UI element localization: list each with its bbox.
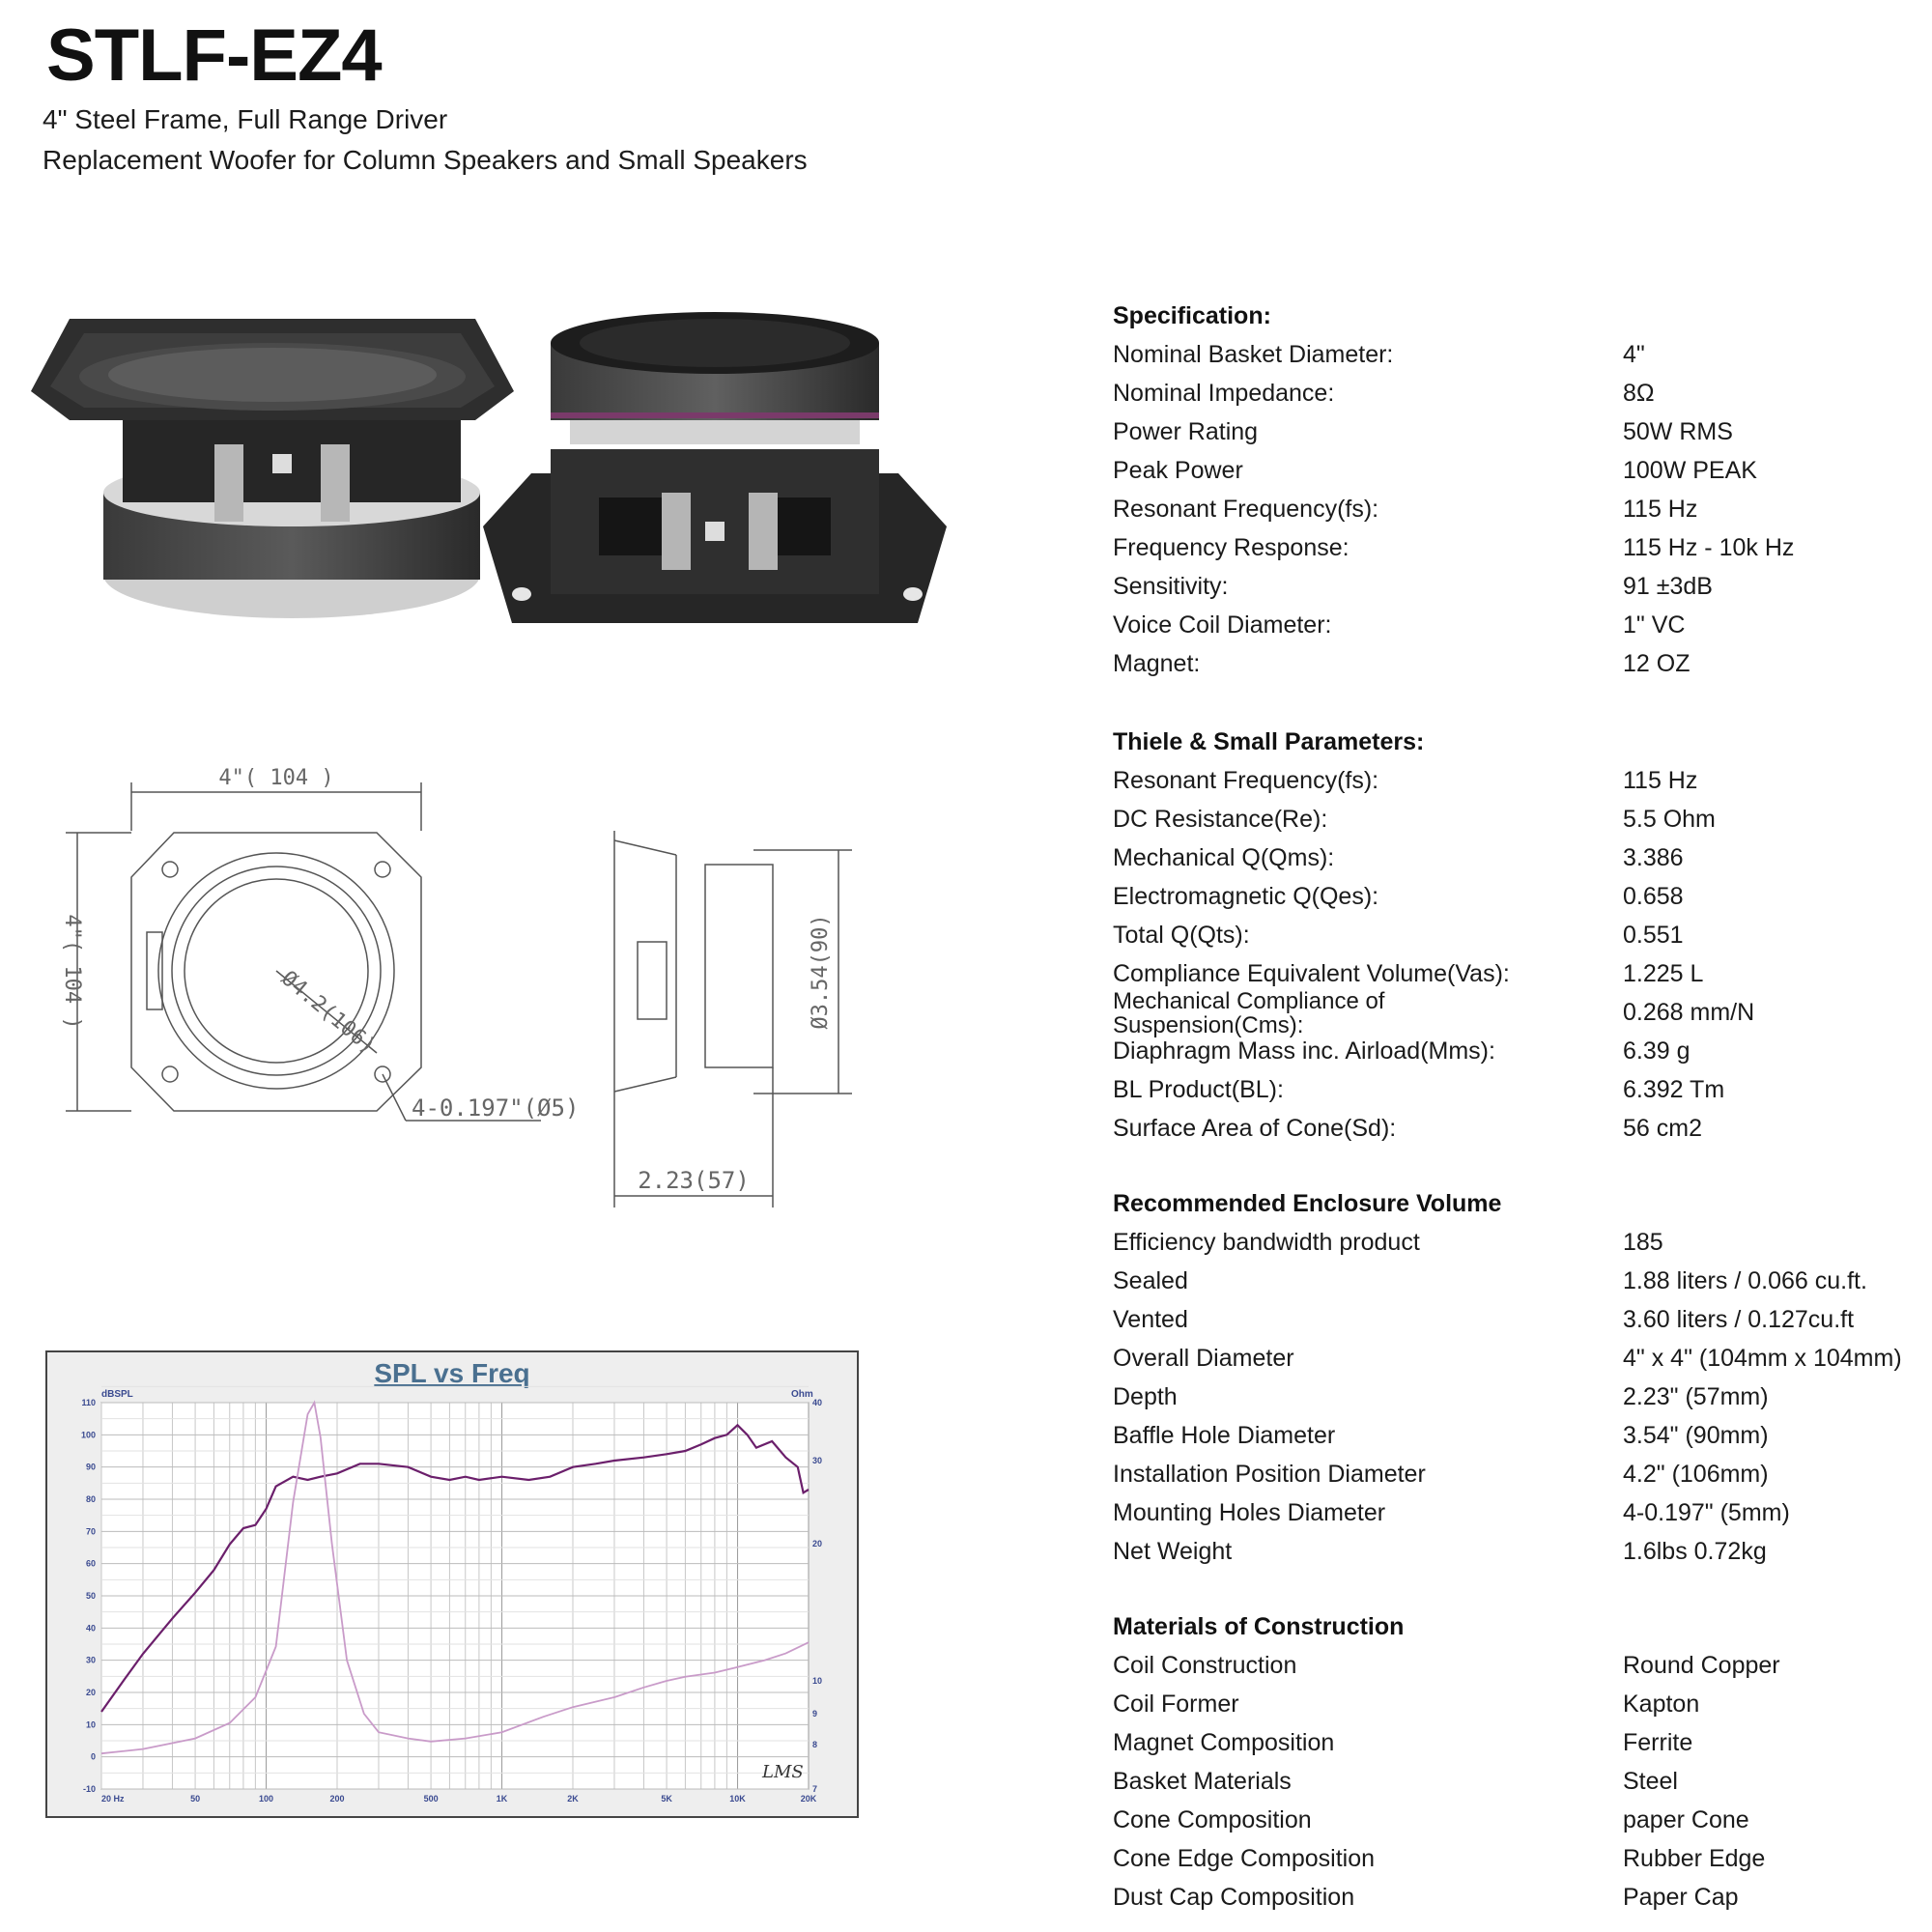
spec-row bbox=[1113, 644, 1915, 683]
material-row bbox=[1113, 1801, 1915, 1839]
ts-param-value: 1.225 L bbox=[1623, 960, 1704, 987]
ts-param-value: 0.551 bbox=[1623, 922, 1684, 949]
speaker-photo-rear bbox=[473, 304, 956, 652]
drawing-front-view bbox=[58, 763, 599, 1169]
y-tick-label: -10 bbox=[82, 1784, 96, 1794]
ts-param-value: 3.386 bbox=[1623, 844, 1684, 871]
spec-row bbox=[1113, 606, 1915, 644]
product-subtitle-use: Replacement Woofer for Column Speakers and Small Speakers bbox=[43, 145, 808, 175]
y-tick-label: 70 bbox=[85, 1526, 96, 1537]
ts-param-label: BL Product(BL): bbox=[1113, 1076, 1284, 1103]
x-tick-label: 50 bbox=[190, 1794, 201, 1804]
spec-value: 115 Hz bbox=[1623, 496, 1698, 523]
spec-value: 50W RMS bbox=[1623, 418, 1733, 445]
enclosure-value: 1.88 liters / 0.066 cu.ft. bbox=[1623, 1267, 1867, 1294]
x-tick-label: 20 Hz bbox=[101, 1794, 125, 1804]
ts-param-row bbox=[1113, 1032, 1915, 1070]
spec-value: 12 OZ bbox=[1623, 650, 1690, 677]
x-tick-label: 5K bbox=[661, 1794, 672, 1804]
ts-param-row bbox=[1113, 954, 1915, 993]
y2-tick-label: 40 bbox=[812, 1398, 823, 1407]
spec-value: 4" bbox=[1623, 341, 1645, 368]
drawing-width-label: 4"( 104 ) bbox=[218, 766, 334, 790]
ts-param-row bbox=[1113, 761, 1915, 800]
y-tick-label: 80 bbox=[85, 1494, 96, 1504]
enclosure-row bbox=[1113, 1300, 1915, 1339]
material-value: Kapton bbox=[1623, 1690, 1700, 1718]
product-subtitle-frame: 4" Steel Frame, Full Range Driver bbox=[43, 104, 448, 134]
enclosure-value: 4-0.197" (5mm) bbox=[1623, 1499, 1790, 1526]
y2-tick-label: 8 bbox=[812, 1740, 818, 1749]
x-tick-label: 200 bbox=[329, 1794, 345, 1804]
drawing-height-label: 4"( 104 ) bbox=[60, 914, 84, 1030]
thiele-small-section bbox=[1113, 723, 1915, 1148]
spec-label: Resonant Frequency(fs): bbox=[1113, 496, 1379, 523]
drawing-depth-label: 2.23(57) bbox=[638, 1167, 750, 1194]
x-tick-label: 20K bbox=[800, 1794, 817, 1804]
ts-param-label: Mechanical Q(Qms): bbox=[1113, 844, 1335, 871]
enclosure-value: 185 bbox=[1623, 1229, 1663, 1256]
material-row bbox=[1113, 1723, 1915, 1762]
drawing-holes-label: 4-0.197"(Ø5) bbox=[412, 1094, 580, 1122]
material-label: Basket Materials bbox=[1113, 1768, 1292, 1795]
material-row bbox=[1113, 1878, 1915, 1917]
ts-param-row bbox=[1113, 988, 1915, 1038]
ts-param-value: 5.5 Ohm bbox=[1623, 806, 1716, 833]
spec-value: 8Ω bbox=[1623, 380, 1655, 407]
spec-label: Nominal Basket Diameter: bbox=[1113, 341, 1394, 368]
y-tick-label: 0 bbox=[90, 1751, 96, 1762]
ts-param-row bbox=[1113, 838, 1915, 877]
speaker-photo-side bbox=[12, 299, 533, 647]
material-value: Steel bbox=[1623, 1768, 1678, 1795]
ts-param-label: Diaphragm Mass inc. Airload(Mms): bbox=[1113, 1037, 1495, 1065]
ts-param-label: Total Q(Qts): bbox=[1113, 922, 1250, 949]
product-title: STLF-EZ4 bbox=[46, 14, 382, 97]
enclosure-label: Net Weight bbox=[1113, 1538, 1233, 1565]
enclosure-row bbox=[1113, 1532, 1915, 1571]
enclosure-row bbox=[1113, 1378, 1915, 1416]
enclosure-value: 3.54" (90mm) bbox=[1623, 1422, 1769, 1449]
material-value: Ferrite bbox=[1623, 1729, 1693, 1756]
ts-param-value: 0.268 mm/N bbox=[1623, 999, 1755, 1026]
y-tick-label: 60 bbox=[85, 1558, 96, 1569]
enclosure-row bbox=[1113, 1416, 1915, 1455]
enclosure-row bbox=[1113, 1493, 1915, 1532]
y-tick-label: 100 bbox=[80, 1430, 96, 1440]
enclosure-section bbox=[1113, 1184, 1915, 1571]
enclosure-label: Efficiency bandwidth product bbox=[1113, 1229, 1420, 1256]
material-value: paper Cone bbox=[1623, 1806, 1749, 1833]
spec-row bbox=[1113, 374, 1915, 412]
y-tick-label: 50 bbox=[85, 1591, 96, 1601]
ts-param-row bbox=[1113, 916, 1915, 954]
enclosure-row bbox=[1113, 1223, 1915, 1262]
ts-param-row bbox=[1113, 1109, 1915, 1148]
ts-param-value: 56 cm2 bbox=[1623, 1115, 1702, 1142]
spec-row bbox=[1113, 412, 1915, 451]
material-value: Paper Cap bbox=[1623, 1884, 1739, 1911]
material-value: Rubber Edge bbox=[1623, 1845, 1766, 1872]
material-label: Coil Former bbox=[1113, 1690, 1239, 1718]
enclosure-row bbox=[1113, 1339, 1915, 1378]
enclosure-label: Installation Position Diameter bbox=[1113, 1461, 1426, 1488]
spec-label: Voice Coil Diameter: bbox=[1113, 611, 1332, 639]
spec-value: 91 ±3dB bbox=[1623, 573, 1713, 600]
material-row bbox=[1113, 1839, 1915, 1878]
material-row bbox=[1113, 1646, 1915, 1685]
drawing-baffle-label: Ø3.54(90) bbox=[809, 914, 833, 1030]
y-tick-label: 110 bbox=[81, 1398, 96, 1407]
materials-section bbox=[1113, 1607, 1915, 1917]
y2-tick-label: 9 bbox=[812, 1709, 818, 1719]
specification-section bbox=[1113, 297, 1915, 683]
spec-row bbox=[1113, 451, 1915, 490]
enclosure-value: 4" x 4" (104mm x 104mm) bbox=[1623, 1345, 1902, 1372]
enclosure-row bbox=[1113, 1262, 1915, 1300]
materials-heading: Materials of Construction bbox=[1113, 1613, 1405, 1640]
chart-plot bbox=[47, 1352, 857, 1816]
spec-value: 115 Hz - 10k Hz bbox=[1623, 534, 1795, 561]
ts-param-value: 0.658 bbox=[1623, 883, 1684, 910]
y2-tick-label: 30 bbox=[812, 1456, 823, 1465]
y2-tick-label: 20 bbox=[812, 1539, 823, 1548]
enclosure-label: Vented bbox=[1113, 1306, 1188, 1333]
enclosure-value: 3.60 liters / 0.127cu.ft bbox=[1623, 1306, 1855, 1333]
x-tick-label: 1K bbox=[496, 1794, 508, 1804]
lms-watermark: LMS bbox=[762, 1762, 804, 1782]
spec-label: Peak Power bbox=[1113, 457, 1243, 484]
enclosure-label: Depth bbox=[1113, 1383, 1178, 1410]
thiele-small-heading: Thiele & Small Parameters: bbox=[1113, 728, 1425, 755]
enclosure-heading: Recommended Enclosure Volume bbox=[1113, 1190, 1502, 1217]
ts-param-value: 115 Hz bbox=[1623, 767, 1698, 794]
enclosure-label: Overall Diameter bbox=[1113, 1345, 1294, 1372]
ts-param-row bbox=[1113, 877, 1915, 916]
ts-param-label: Mechanical Compliance of Suspension(Cms): bbox=[1113, 988, 1385, 1038]
spec-row bbox=[1113, 567, 1915, 606]
material-row bbox=[1113, 1685, 1915, 1723]
specification-heading: Specification: bbox=[1113, 302, 1271, 329]
spec-value: 100W PEAK bbox=[1623, 457, 1757, 484]
enclosure-label: Sealed bbox=[1113, 1267, 1188, 1294]
enclosure-label: Baffle Hole Diameter bbox=[1113, 1422, 1336, 1449]
spec-row bbox=[1113, 490, 1915, 528]
enclosure-label: Mounting Holes Diameter bbox=[1113, 1499, 1386, 1526]
enclosure-value: 1.6lbs 0.72kg bbox=[1623, 1538, 1767, 1565]
material-label: Magnet Composition bbox=[1113, 1729, 1335, 1756]
spec-label: Power Rating bbox=[1113, 418, 1259, 445]
x-tick-label: 10K bbox=[729, 1794, 746, 1804]
spec-label: Sensitivity: bbox=[1113, 573, 1229, 600]
material-label: Coil Construction bbox=[1113, 1652, 1297, 1679]
y2-tick-label: 10 bbox=[812, 1676, 823, 1686]
x-tick-label: 2K bbox=[567, 1794, 579, 1804]
chart-title: SPL vs Freq bbox=[374, 1358, 530, 1388]
spec-label: Magnet: bbox=[1113, 650, 1201, 677]
drawing-side-view bbox=[599, 811, 869, 1217]
material-label: Cone Composition bbox=[1113, 1806, 1312, 1833]
y-tick-label: 90 bbox=[85, 1462, 96, 1472]
y-tick-label: 30 bbox=[85, 1655, 96, 1665]
ts-param-value: 6.39 g bbox=[1623, 1037, 1690, 1065]
spec-label: Nominal Impedance: bbox=[1113, 380, 1335, 407]
y-tick-label: 40 bbox=[85, 1623, 96, 1634]
y-tick-label: 10 bbox=[85, 1719, 96, 1730]
ts-param-label: Resonant Frequency(fs): bbox=[1113, 767, 1379, 794]
spec-value: 1" VC bbox=[1623, 611, 1686, 639]
spec-row bbox=[1113, 528, 1915, 567]
right-axis-unit: Ohm bbox=[791, 1389, 813, 1400]
material-label: Dust Cap Composition bbox=[1113, 1884, 1355, 1911]
ts-param-label: Electromagnetic Q(Qes): bbox=[1113, 883, 1379, 910]
y-tick-label: 20 bbox=[85, 1688, 96, 1697]
enclosure-row bbox=[1113, 1455, 1915, 1493]
y2-tick-label: 7 bbox=[812, 1784, 818, 1794]
spl-frequency-chart bbox=[45, 1350, 859, 1818]
enclosure-value: 4.2" (106mm) bbox=[1623, 1461, 1769, 1488]
material-label: Cone Edge Composition bbox=[1113, 1845, 1375, 1872]
spec-label: Frequency Response: bbox=[1113, 534, 1350, 561]
spec-row bbox=[1113, 335, 1915, 374]
ts-param-row bbox=[1113, 800, 1915, 838]
enclosure-value: 2.23" (57mm) bbox=[1623, 1383, 1769, 1410]
left-axis-unit: dBSPL bbox=[101, 1389, 133, 1400]
material-value: Round Copper bbox=[1623, 1652, 1780, 1679]
ts-param-label: Compliance Equivalent Volume(Vas): bbox=[1113, 960, 1510, 987]
ts-param-row bbox=[1113, 1070, 1915, 1109]
drawing-diameter-label: Ø4.2(106) bbox=[276, 966, 381, 1060]
material-row bbox=[1113, 1762, 1915, 1801]
x-tick-label: 500 bbox=[423, 1794, 439, 1804]
ts-param-label: DC Resistance(Re): bbox=[1113, 806, 1328, 833]
ts-param-value: 6.392 Tm bbox=[1623, 1076, 1725, 1103]
x-tick-label: 100 bbox=[259, 1794, 274, 1804]
ts-param-label: Surface Area of Cone(Sd): bbox=[1113, 1115, 1397, 1142]
